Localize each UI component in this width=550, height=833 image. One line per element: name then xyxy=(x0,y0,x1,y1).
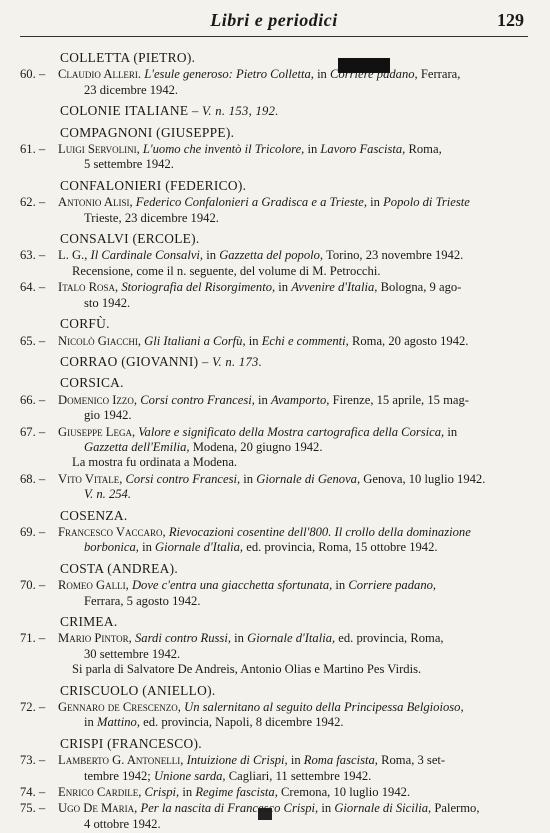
bibliography-entry xyxy=(20,700,530,731)
bibliography-entry xyxy=(20,578,530,609)
entry-periodical: Giornale d'Italia, xyxy=(247,631,336,646)
entry-text: in xyxy=(321,801,332,816)
entry-number: 60. – xyxy=(20,67,46,82)
entry-periodical: Giornale di Sicilia, xyxy=(334,801,432,816)
entry-note: Si parla di Salvatore De Andreis, Antonio Olias e Martino Pes Virdis. xyxy=(72,662,422,677)
entry-author: Giuseppe Lega, xyxy=(58,424,136,439)
entry-note: La mostra fu ordinata a Modena. xyxy=(72,455,238,470)
entry-number: 63. – xyxy=(20,248,46,263)
subject-heading: CONSALVI (ERCOLE). xyxy=(60,231,200,247)
bibliography-entry xyxy=(20,525,530,556)
bibliography-entry xyxy=(20,280,530,311)
entry-text: Roma, 3 set- xyxy=(381,753,446,768)
entry-text: in xyxy=(258,392,268,407)
entry-number: 72. – xyxy=(20,700,46,715)
entry-text: Ferrara, 5 agosto 1942. xyxy=(84,593,201,608)
entry-text: in xyxy=(317,67,327,82)
entry-text: in xyxy=(447,424,458,439)
entry-number: 75. – xyxy=(20,801,46,816)
entry-number: 64. – xyxy=(20,280,46,295)
entry-title: Rievocazioni cosentine dell'800. Il crollo della dominazione xyxy=(168,524,471,539)
subject-heading: CORFÙ. xyxy=(60,316,110,332)
entry-author: Antonio Alisi, xyxy=(58,195,133,210)
entry-text: in xyxy=(243,471,254,486)
page-number: 129 xyxy=(497,10,524,30)
heading-text: COLONIE ITALIANE xyxy=(60,103,189,119)
entry-number: 66. – xyxy=(20,392,46,407)
entry-periodical: Lavoro Fascista, xyxy=(320,142,406,157)
entry-text: 23 dicembre 1942. xyxy=(84,82,179,97)
entry-number: 74. – xyxy=(20,785,46,800)
entry-text: Roma, xyxy=(408,142,442,157)
entry-text: Torino, 23 novembre 1942. xyxy=(326,248,464,263)
entry-author: Domenico Izzo, xyxy=(58,392,138,407)
entry-text: in xyxy=(84,715,94,730)
entry-author: Italo Rosa, xyxy=(58,280,119,295)
entry-author: L. G., xyxy=(58,248,88,263)
bibliography-entry xyxy=(20,472,530,503)
bibliography-entry xyxy=(20,334,530,349)
entry-text: Bologna, 9 ago- xyxy=(380,280,462,295)
entry-author: Francesco Vaccaro, xyxy=(58,524,166,539)
entry-text: in xyxy=(370,195,380,210)
entry-author: Lamberto G. Antonelli, xyxy=(58,753,184,768)
subject-heading: CONFALONIERI (FEDERICO). xyxy=(60,177,247,193)
entry-text: 4 ottobre 1942. xyxy=(84,816,161,831)
entry-number: 73. – xyxy=(20,753,46,768)
entry-periodical: Mattino, xyxy=(96,715,140,730)
entry-author: Vito Vitale, xyxy=(58,471,123,486)
subject-heading: CRIMEA. xyxy=(60,614,118,629)
entry-text: sto 1942. xyxy=(84,295,131,310)
entry-periodical: Gazzetta dell'Emilia, xyxy=(84,439,190,454)
entry-periodical: Avamporto, xyxy=(270,392,330,407)
entry-text: Palermo, xyxy=(434,801,480,816)
page-header xyxy=(20,10,528,36)
entry-note: Recensione, come il n. seguente, del volume di M. Petrocchi. xyxy=(72,263,381,278)
entry-title: Corsi contro Francesi, xyxy=(125,471,241,486)
entry-number: 70. – xyxy=(20,578,46,593)
entry-text: Firenze, 15 aprile, 15 mag- xyxy=(332,392,469,407)
entry-title: Per la nascita di Francesco Crispi, xyxy=(140,801,319,816)
bibliography-entry xyxy=(20,67,530,98)
entry-number: 61. – xyxy=(20,142,46,157)
bibliography-entry xyxy=(20,425,530,471)
entry-text: in xyxy=(142,540,152,555)
entry-text: Ferrara, xyxy=(420,67,461,82)
entry-number: 69. – xyxy=(20,524,46,539)
entry-text: ed. provincia, Napoli, 8 dicembre 1942. xyxy=(143,715,344,730)
subject-heading: COSENZA. xyxy=(60,507,128,523)
entry-title: Gli Italiani a Corfù, xyxy=(144,333,246,348)
entry-periodical: Unione sarda, xyxy=(153,768,226,783)
entry-periodical: Gazzetta del popolo, xyxy=(219,248,324,263)
entry-text: in xyxy=(335,578,346,593)
entry-text: 30 settembre 1942. xyxy=(84,646,181,661)
entry-title: borbonica, xyxy=(84,540,139,555)
entry-number: 67. – xyxy=(20,424,46,439)
entry-title: Corsi contro Francesi, xyxy=(140,392,255,407)
entry-periodical: Echi e commenti, xyxy=(261,333,349,348)
entry-title: Un salernitano al seguito della Principessa Belgioioso, xyxy=(184,700,464,715)
entry-text: Cagliari, 11 settembre 1942. xyxy=(228,768,372,783)
entry-periodical: Corriere padano, xyxy=(330,67,418,82)
entry-author: Claudio Alleri. xyxy=(58,67,142,82)
entry-text: Genova, 10 luglio 1942. xyxy=(363,471,486,486)
subject-heading xyxy=(60,103,530,119)
entry-text: Modena, 20 giugno 1942. xyxy=(192,439,323,454)
entry-number: 68. – xyxy=(20,471,46,486)
entry-author: Romeo Galli, xyxy=(58,578,129,593)
entry-periodical: Giornale d'Italia, xyxy=(155,540,244,555)
entry-periodical: Avvenire d'Italia, xyxy=(291,280,378,295)
entry-text: 5 settembre 1942. xyxy=(84,157,174,172)
entry-periodical: Giornale di Genova, xyxy=(256,471,361,486)
subject-heading xyxy=(60,354,530,370)
bibliography-list xyxy=(20,50,530,833)
subject-heading: COSTA (ANDREA). xyxy=(60,560,178,576)
cross-reference: – V. n. 173. xyxy=(202,354,263,369)
heading-text: CORRAO (GIOVANNI) xyxy=(60,353,199,369)
subject-heading: CRISCUOLO (ANIELLO). xyxy=(60,682,216,698)
entry-author: Ugo De Maria, xyxy=(58,801,138,816)
entry-title: Valore e significato della Mostra cartografica della Corsica, xyxy=(138,424,445,439)
entry-text: in xyxy=(206,248,217,263)
entry-title: Dove c'entra una giacchetta sfortunata, xyxy=(131,578,333,593)
entry-text: Trieste, 23 dicembre 1942. xyxy=(84,210,219,225)
entry-title: Intuizione di Crispi, xyxy=(186,753,288,768)
entry-author: Nicolò Giacchi, xyxy=(58,333,141,348)
entry-text: in xyxy=(248,333,259,348)
entry-author: Luigi Servolini, xyxy=(58,142,140,157)
bibliography-entry xyxy=(20,248,530,279)
entry-text: ed. provincia, Roma, xyxy=(338,631,444,646)
entry-text: Cremona, 10 luglio 1942. xyxy=(281,785,411,800)
entry-number: 71. – xyxy=(20,631,46,646)
entry-number: 65. – xyxy=(20,333,46,348)
header-rule xyxy=(20,36,528,37)
running-title: Libri e periodici xyxy=(210,10,338,30)
entry-title: Sardi contro Russi, xyxy=(135,631,231,646)
cross-reference: – V. n. 153, 192. xyxy=(191,104,279,119)
entry-text: in xyxy=(234,631,244,646)
bibliography-entry xyxy=(20,195,530,226)
entry-periodical: Popolo di Trieste xyxy=(383,195,470,210)
entry-text: gio 1942. xyxy=(84,408,132,423)
entry-periodical: Corriere padano, xyxy=(348,578,437,593)
entry-author: Gennaro de Crescenzo, xyxy=(58,700,181,715)
entry-author: Enrico Cardile, xyxy=(58,785,142,800)
bibliography-entry xyxy=(20,753,530,784)
entry-number: 62. – xyxy=(20,195,46,210)
entry-text: tembre 1942; xyxy=(84,768,151,783)
entry-title: L'uomo che inventò il Tricolore, xyxy=(142,142,305,157)
entry-text: ed. provincia, Roma, 15 ottobre 1942. xyxy=(246,540,438,555)
subject-heading: COMPAGNONI (GIUSEPPE). xyxy=(60,124,235,140)
entry-text: Roma, 20 agosto 1942. xyxy=(351,333,469,348)
entry-periodical: Regime fascista, xyxy=(195,785,278,800)
subject-heading: CRISPI (FRANCESCO). xyxy=(60,735,202,751)
entry-text: in xyxy=(182,785,193,800)
bibliography-entry xyxy=(20,631,530,677)
cross-reference: V. n. 254. xyxy=(84,487,131,502)
entry-title: L'esule generoso: Pietro Colletta, xyxy=(144,67,314,82)
entry-title: Storiografia del Risorgimento, xyxy=(121,280,276,295)
entry-text: in xyxy=(307,142,318,157)
subject-heading: CORSICA. xyxy=(60,375,124,391)
entry-title: Il Cardinale Consalvi, xyxy=(90,248,204,263)
entry-text: in xyxy=(290,753,301,768)
entry-periodical: Roma fascista, xyxy=(303,753,378,768)
bibliography-entry xyxy=(20,393,530,424)
subject-heading: COLLETTA (PIETRO). xyxy=(60,50,196,65)
bibliography-entry xyxy=(20,142,530,173)
entry-author: Mario Pintor, xyxy=(58,631,132,646)
bibliography-entry xyxy=(20,785,530,800)
entry-title: Crispi, xyxy=(144,785,180,800)
entry-text: in xyxy=(278,280,289,295)
entry-title: Federico Confalonieri a Gradisca e a Trieste, xyxy=(135,195,367,210)
